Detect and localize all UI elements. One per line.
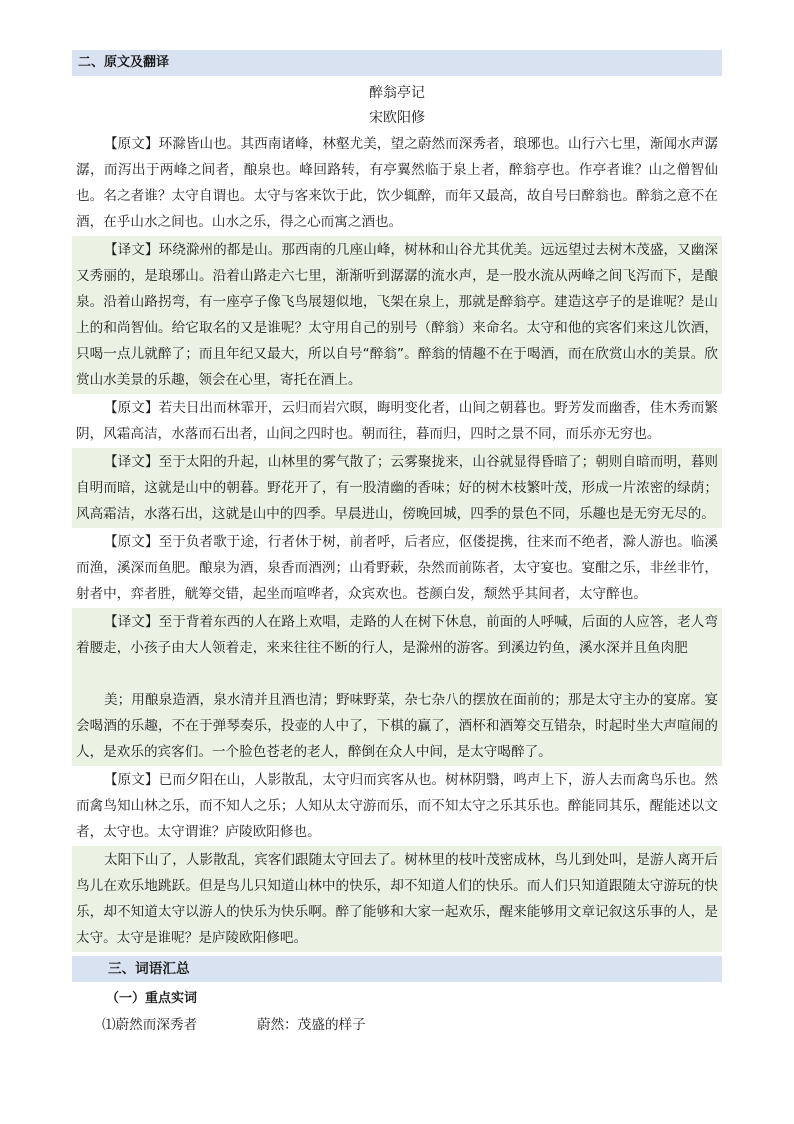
vocab-word: ⑴蔚然而深秀者: [102, 1017, 198, 1033]
paragraph-translation-4: 太阳下山了，人影散乱，宾客们跟随太守回去了。树林里的枝叶茂密成林，鸟儿到处叫，是游人离开后鸟儿在欢乐地跳跃。但是鸟儿只知道山林中的快乐，却不知道人们的快乐。而人们只知道跟随太守游玩的快乐，却不知道太守以游人的快乐为快乐啊。醉了能够和大家一起欢乐，醒来能够用文章记叙这乐事的人，是太守。太守是谁呢？是庐陵欧阳修吧。: [72, 846, 722, 952]
essay-title: 醉翁亭记: [369, 85, 425, 101]
vocab-meaning: 蔚然：茂盛的样子: [257, 1017, 366, 1033]
paragraph-translation-3: [72, 608, 722, 766]
paragraph-original-3: 【原文】至于负者歌于途，行者休于树，前者呼，后者应，伛偻提携，往来而不绝者，滁人游也。临溪而渔，溪深而鱼肥。酿泉为酒，泉香而酒洌；山肴野蔌，杂然而前陈者，太守宴也。宴酣之乐，非丝非竹，射者中，弈者胜，觥筹交错，起坐而喧哗者，众宾欢也。苍颜白发，颓然乎其间者，太守醉也。: [76, 534, 718, 602]
document-page: [72, 50, 722, 1038]
vocab-item: [72, 1012, 722, 1038]
section-heading-2: 二、原文及翻译: [72, 50, 722, 76]
translation-3-part2: 美；用酿泉造酒，泉水清并且酒也清；野味野菜，杂七杂八的摆放在面前的；那是太守主办的宴席。宴会喝酒的乐趣，不在于弹琴奏乐，投壶的人中了，下棋的赢了，酒杯和酒筹交互错杂，时起时坐大声喧闹的人，是欢乐的宾客们。一个脸色苍老的老人，醉倒在众人中间，是太守喝醉了。: [76, 692, 718, 760]
paragraph-original-2: 【原文】若夫日出而林霏开，云归而岩穴暝，晦明变化者，山间之朝暮也。野芳发而幽香，佳木秀而繁阴，风霜高洁，水落而石出者，山间之四时也。朝而往，暮而归，四时之景不同，而乐亦无穷也。: [76, 400, 718, 442]
section-heading-3: 三、词语汇总: [72, 956, 722, 982]
paragraph-translation-2: 【译文】至于太阳的升起，山林里的雾气散了；云雾聚拢来，山谷就显得昏暗了；朝则自暗而明，暮则自明而暗，这就是山中的朝暮。野花开了，有一股清幽的香味；好的树木枝繁叶茂，形成一片浓密的绿荫；风高霜洁，水落石出，这就是山中的四季。早晨进山，傍晚回城，四季的景色不同，乐趣也是无穷无尽的。: [72, 448, 722, 528]
translation-3-part1: 【译文】至于背着东西的人在路上欢唱，走路的人在树下休息，前面的人呼喊，后面的人应答，老人弯着腰走，小孩子由大人领着走，来来往往不断的行人，是滁州的游客。到溪边钓鱼，溪水深并且鱼肉肥: [76, 614, 718, 656]
essay-author: 宋欧阳修: [369, 110, 425, 126]
paragraph-original-1: 【原文】环滁皆山也。其西南诸峰，林壑尤美，望之蔚然而深秀者，琅琊也。山行六七里，渐闻水声潺潺，而泻出于两峰之间者，酿泉也。峰回路转，有亭翼然临于泉上者，醉翁亭也。作亭者谁？山之僧智仙也。名之者谁？太守自谓也。太守与客来饮于此，饮少辄醉，而年又最高，故自号曰醉翁也。醉翁之意不在酒，在乎山水之间也。山水之乐，得之心而寓之酒也。: [76, 136, 718, 230]
subheading-key-words: （一）重点实词: [106, 991, 198, 1006]
paragraph-translation-1: 【译文】环绕滁州的都是山。那西南的几座山峰，树林和山谷尤其优美。远远望过去树木茂盛，又幽深又秀丽的，是琅琊山。沿着山路走六七里，渐渐听到潺潺的流水声，是一股水流从两峰之间飞泻而下，是酿泉。沿着山路拐弯，有一座亭子像飞鸟展翅似地，飞架在泉上，那就是醉翁亭。建造这亭子的是谁呢？是山上的和尚智仙。给它取名的又是谁呢？太守用自己的别号（醉翁）来命名。太守和他的宾客们来这儿饮酒，只喝一点儿就醉了；而且年纪又最大，所以自号“醉翁”。醉翁的情趣不在于喝酒，而在欣赏山水的美景。欣赏山水美景的乐趣，领会在心里，寄托在酒上。: [72, 236, 722, 394]
blank-gap: [76, 661, 718, 687]
paragraph-original-4: 【原文】已而夕阳在山，人影散乱，太守归而宾客从也。树林阴翳，鸣声上下，游人去而禽鸟乐也。然而禽鸟知山林之乐，而不知人之乐；人知从太守游而乐，而不知太守之乐其乐也。醉能同其乐，醒能述以文者，太守也。太守谓谁？庐陵欧阳修也。: [76, 772, 718, 840]
